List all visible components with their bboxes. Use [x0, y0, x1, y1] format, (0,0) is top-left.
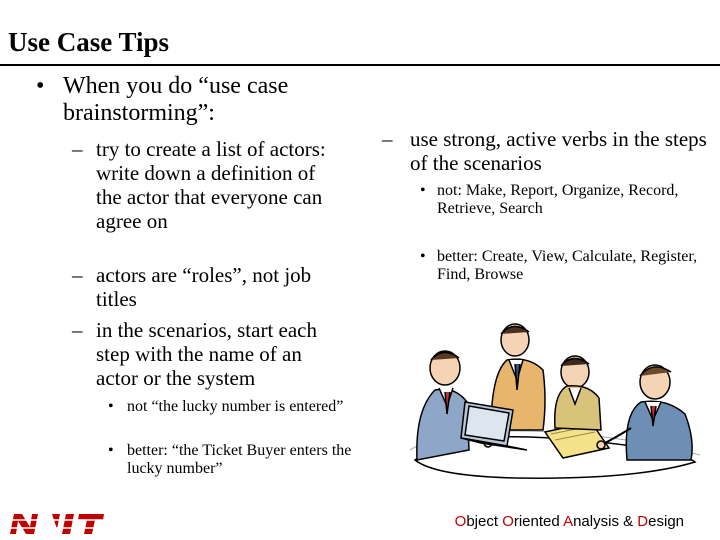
right-sub-subbullet-2: better: Create, View, Calculate, Register, Find, Browse: [437, 248, 698, 283]
course-title-text: esign: [648, 513, 684, 530]
dash-icon: –: [382, 127, 393, 151]
slide-title: Use Case Tips: [8, 27, 170, 57]
course-title-text: bject: [466, 513, 503, 530]
meeting-illustration: [395, 310, 715, 482]
bullet-icon: •: [36, 73, 45, 99]
course-title-letter: D: [637, 513, 649, 530]
course-title-text: nalysis &: [573, 513, 638, 530]
left-sub-subbullet-1: not “the lucky number is entered”: [127, 398, 344, 415]
dash-icon: –: [72, 318, 83, 342]
main-bullet-text: When you do “use case brainstorming”:: [63, 73, 289, 126]
left-subbullet-3: in the scenarios, start each step with the name of an actor or the system: [96, 318, 317, 390]
course-title-letter: O: [502, 513, 514, 530]
course-title-letter: A: [563, 513, 574, 530]
course-title-text: riented: [513, 513, 564, 530]
dash-icon: –: [72, 137, 83, 161]
course-title-letter: O: [454, 513, 467, 530]
right-sub-subbullet-1: not: Make, Report, Organize, Record, Retrieve, Search: [437, 182, 679, 217]
left-sub-subbullet-2: better: “the Ticket Buyer enters the lucky number”: [127, 442, 352, 477]
dash-icon: –: [72, 263, 83, 287]
course-title: [455, 512, 684, 532]
njit-logo: [8, 511, 123, 537]
right-subbullet: use strong, active verbs in the steps of the scenarios: [410, 127, 707, 175]
title-divider: [0, 64, 720, 66]
bullet-icon: •: [108, 442, 114, 459]
bullet-icon: •: [420, 182, 426, 199]
left-subbullet-1: try to create a list of actors: write down a definition of the actor that everyone can agree on: [96, 137, 326, 233]
bullet-icon: •: [108, 398, 114, 415]
left-subbullet-2: actors are “roles”, not job titles: [96, 263, 312, 311]
bullet-icon: •: [420, 248, 426, 265]
